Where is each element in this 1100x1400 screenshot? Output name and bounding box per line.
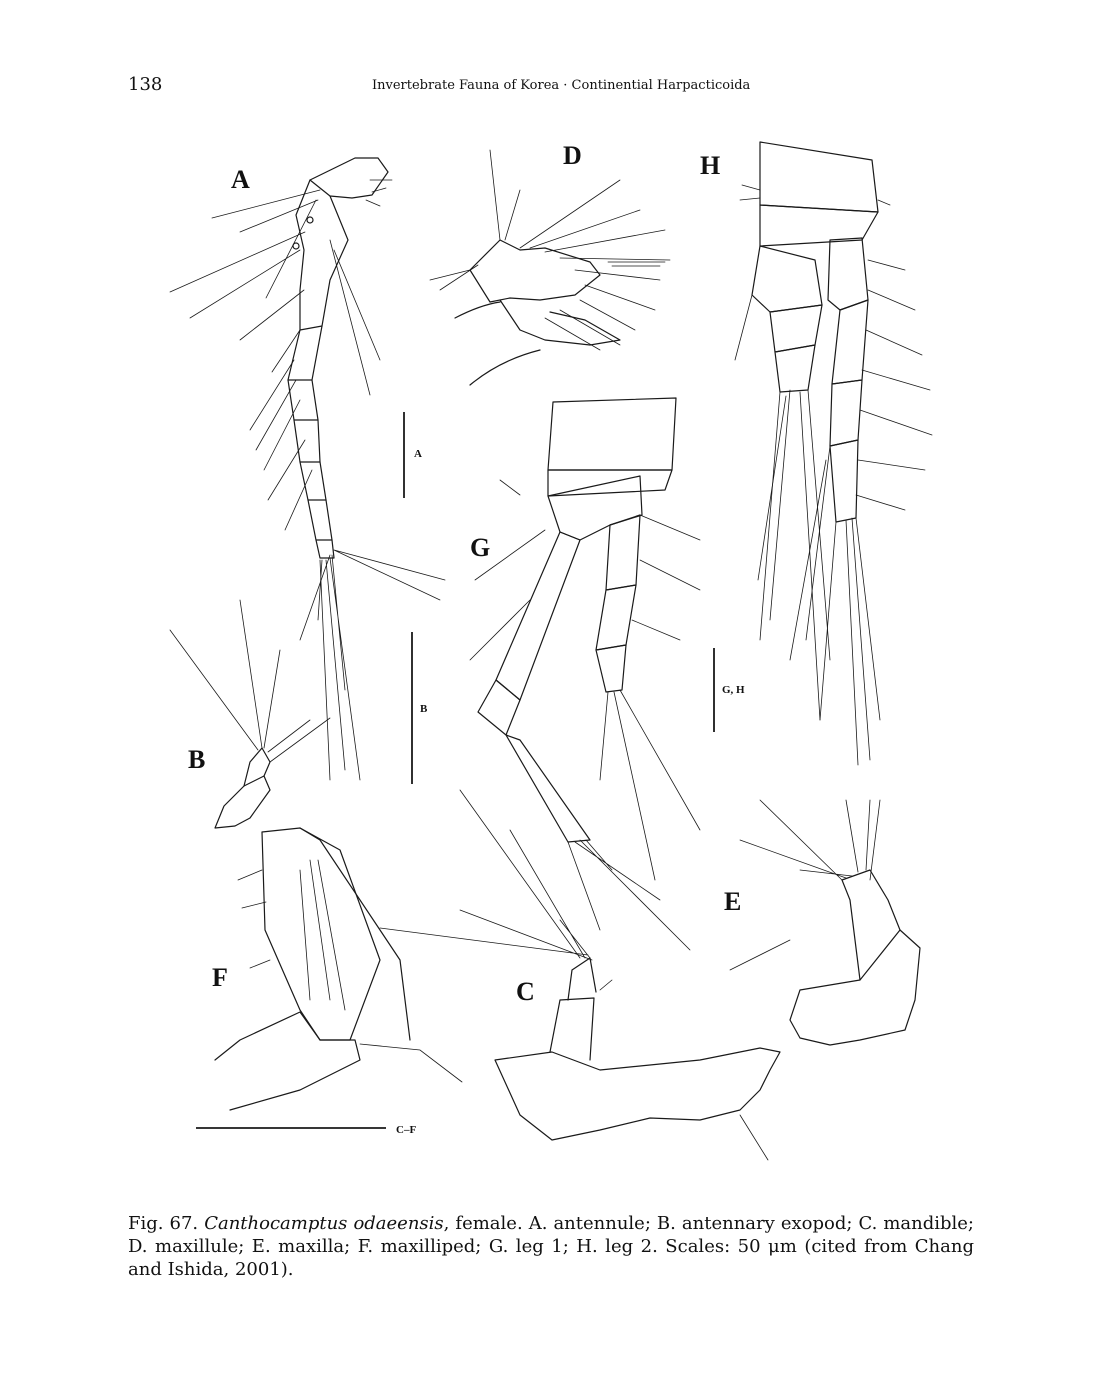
scale-label-b: B	[420, 703, 428, 715]
panel-g-leg-1-drawing	[470, 398, 700, 950]
panel-label-f: F	[212, 963, 228, 992]
panel-label-h: H	[700, 151, 721, 180]
panel-label-d: D	[563, 141, 582, 170]
panel-f-maxilliped-drawing	[215, 828, 462, 1110]
panel-h-leg-2-drawing	[735, 142, 932, 765]
panel-d-maxillule-drawing	[430, 150, 670, 385]
page-number: 138	[128, 74, 163, 95]
figure-caption	[128, 1212, 974, 1281]
panel-e-maxilla-drawing	[730, 800, 920, 1045]
panel-label-g: G	[470, 533, 491, 562]
scale-label-cf: C–F	[396, 1124, 417, 1136]
panel-label-a: A	[231, 165, 250, 194]
scale-label-a: A	[414, 448, 422, 460]
panel-b-antennary-exopod-drawing	[170, 600, 330, 828]
caption-text: , female. A. antennule; B. antennary exopod; C. mandible; D. maxillule; E. maxilla; F. maxilliped; G. leg 1; H. leg 2. Scales: 50 μm (cited from Chang and Ishida, 2001).	[128, 1213, 974, 1280]
panel-label-e: E	[724, 887, 742, 916]
panel-label-c: C	[516, 977, 535, 1006]
scale-label-gh: G, H	[722, 684, 745, 696]
species-name: Canthocamptus odaeensis	[204, 1213, 444, 1234]
panel-label-b: B	[188, 745, 206, 774]
running-head: Invertebrate Fauna of Korea · Continential Harpacticoida	[372, 78, 751, 93]
figure-label: Fig. 67.	[128, 1213, 199, 1234]
